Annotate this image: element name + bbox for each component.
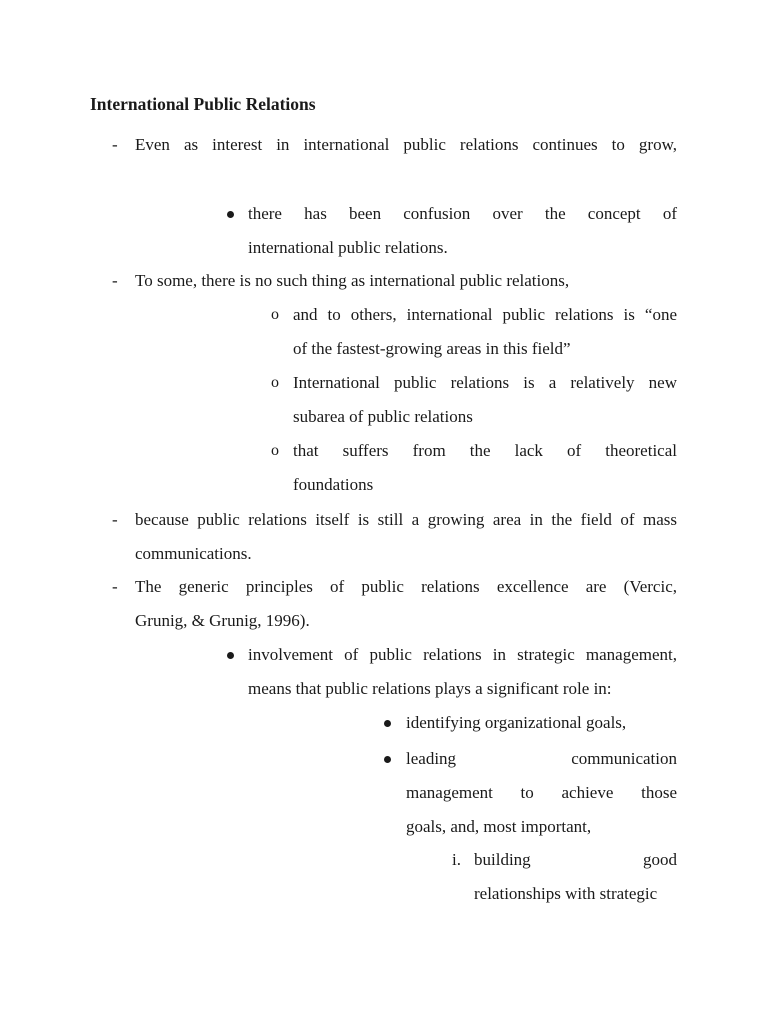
- bullet-generic-principles: [135, 570, 677, 638]
- text-line: Even as interest in international public relations continues to grow,: [135, 135, 677, 154]
- text-line: communications.: [135, 544, 252, 563]
- text-line: of the fastest-growing areas in this field”: [293, 339, 571, 358]
- document-title: International Public Relations: [90, 94, 316, 114]
- bullet-no-such-thing: [135, 264, 677, 298]
- text-line: To some, there is no such thing as international public relations,: [135, 271, 570, 290]
- text-line: Grunig, & Grunig, 1996).: [135, 611, 310, 630]
- dash-marker: -: [112, 577, 118, 596]
- text-line: foundations: [293, 475, 374, 494]
- text-line: management to achieve those: [406, 783, 677, 802]
- subbullet-confusion: [248, 197, 677, 265]
- text-line: subarea of public relations: [293, 407, 473, 426]
- text-line: that suffers from the lack of theoretical: [293, 441, 677, 460]
- dash-marker: -: [112, 135, 118, 154]
- bullet-interest-growing: [135, 128, 677, 162]
- text-line: international public relations.: [248, 238, 448, 257]
- subbullet-strategic-management: [248, 638, 677, 706]
- text-line: identifying organizational goals,: [406, 713, 627, 732]
- subbullet-identifying-goals: [406, 706, 677, 740]
- text-line: The generic principles of public relations excellence are (Vercic,: [135, 577, 677, 596]
- text-line: there has been confusion over the concept of: [248, 204, 677, 223]
- text-line: building good: [474, 850, 677, 869]
- bullet-dot-icon: [227, 638, 234, 659]
- text-line: relationships with strategic: [474, 884, 658, 903]
- bullet-dot-icon: [384, 706, 391, 727]
- subbullet-lack-of-theory: [293, 434, 677, 502]
- circle-marker: o: [271, 442, 279, 459]
- circle-marker: o: [271, 306, 279, 323]
- subbullet-new-subarea: [293, 366, 677, 434]
- text-line: leading communication: [406, 749, 677, 768]
- subbullet-leading-communication: [406, 742, 677, 844]
- bullet-dot-icon: [227, 197, 234, 218]
- dash-marker: -: [112, 510, 118, 529]
- text-line: and to others, international public relations is “one: [293, 305, 677, 324]
- subbullet-fastest-growing: [293, 298, 677, 366]
- text-line: goals, and, most important,: [406, 817, 592, 836]
- text-line: International public relations is a relatively new: [293, 373, 677, 392]
- subbullet-building-relationships: [474, 843, 677, 911]
- dash-marker: -: [112, 271, 118, 290]
- text-line: involvement of public relations in strategic management,: [248, 645, 677, 664]
- circle-marker: o: [271, 374, 279, 391]
- bullet-growing-area: [135, 503, 677, 571]
- roman-numeral-marker: i.: [452, 850, 461, 869]
- text-line: because public relations itself is still a growing area in the field of mass: [135, 510, 677, 529]
- text-line: means that public relations plays a significant role in:: [248, 679, 612, 698]
- bullet-dot-icon: [384, 742, 391, 763]
